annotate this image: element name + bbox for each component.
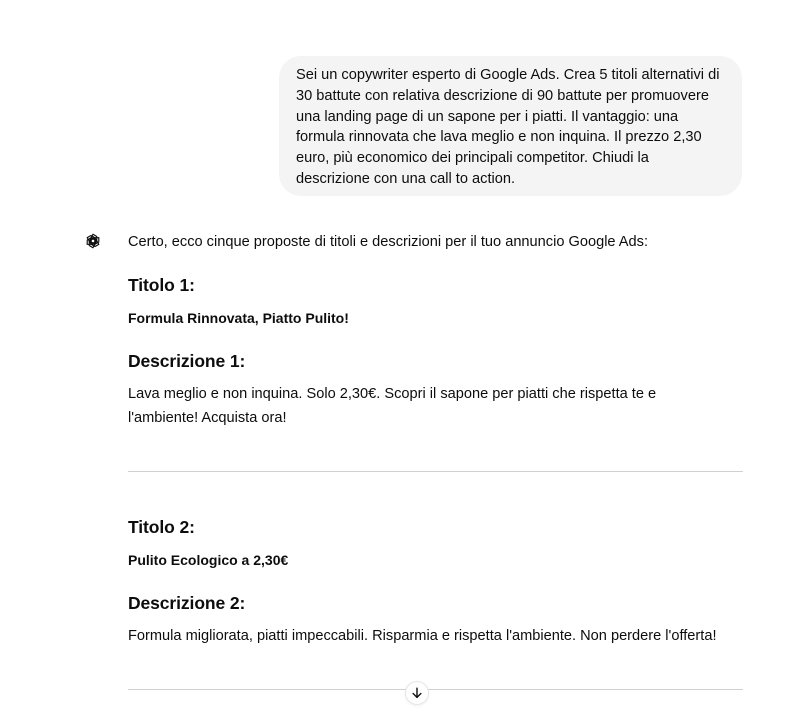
title-1-heading: Titolo 1: (128, 275, 195, 295)
openai-logo-icon (84, 232, 102, 250)
description-1-text: Lava meglio e non inquina. Solo 2,30€. Scopri il sapone per piatti che rispetta te e l'ambiente! Acquista ora! (128, 386, 657, 426)
user-message-bubble (279, 56, 742, 196)
user-message-text: Sei un copywriter esperto di Google Ads. Crea 5 titoli alternativi di 30 battute con relativa descrizione di 90 battute per promuovere una landing page di un sapone per i piatti. Il vantaggio: una formula rinnovata che lava meglio e non inquina. Il prezzo 2,30 euro, più economico dei principali competitor. Chiudi la descrizione con una call to action. (296, 67, 720, 187)
description-1-heading: Descrizione 1: (128, 351, 246, 371)
assistant-intro: Certo, ecco cinque proposte di titoli e descrizioni per il tuo annuncio Google Ads: (128, 234, 649, 250)
divider (128, 689, 743, 690)
title-1-text: Formula Rinnovata, Piatto Pulito! (128, 310, 349, 326)
arrow-down-icon (410, 686, 424, 700)
title-2-text: Pulito Ecologico a 2,30€ (128, 552, 289, 568)
description-2-text: Formula migliorata, piatti impeccabili. Risparmia e rispetta l'ambiente. Non perdere l'offerta! (128, 628, 717, 644)
divider (128, 471, 743, 472)
description-2-heading: Descrizione 2: (128, 593, 246, 613)
title-2-heading: Titolo 2: (128, 517, 195, 537)
scroll-to-bottom-button[interactable] (405, 681, 429, 705)
